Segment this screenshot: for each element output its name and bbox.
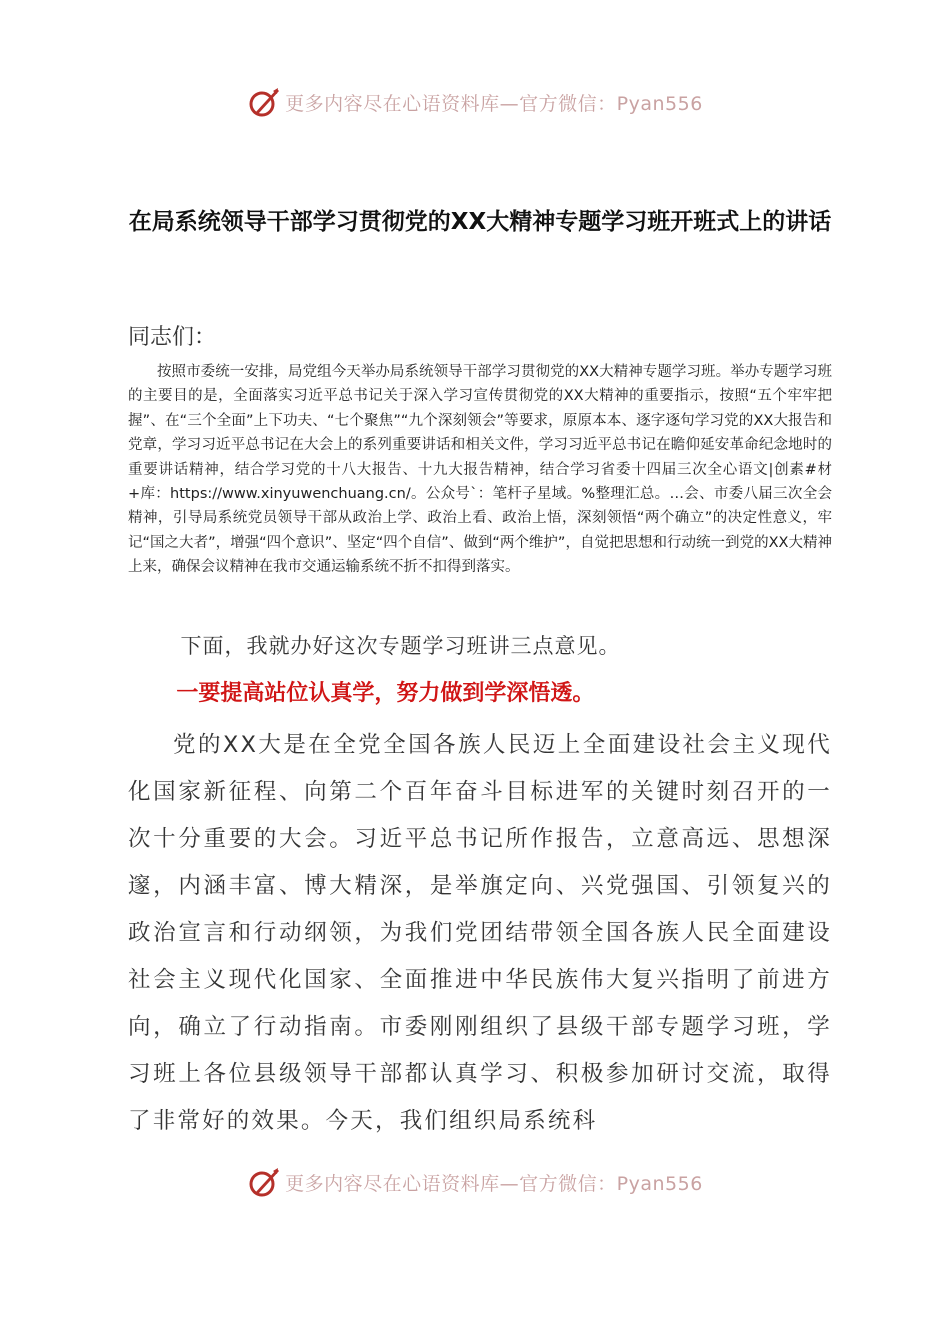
watermark-text: 更多内容尽在心语资料库—官方微信：Pyan556 (285, 1172, 703, 1195)
header-watermark-banner (0, 82, 950, 122)
salutation: 同志们： (128, 325, 217, 350)
intro-paragraph: 按照市委统一安排，局党组今天举办局系统领导干部学习贯彻党的XX大精神专题学习班。举办专题学习班的主要目的是，全面落实习近平总书记关于深入学习宣传贯彻党的XX大精神的重要指示，按照“五个牢牢把握”、在“三个全面”上下功夫、“七个聚焦”“九个深刻领会”等要求，原原本本、逐字逐句学习党的XX大报告和党章，学习习近平总书记在大会上的系列重要讲话和相关文件，学习习近平总书记在瞻仰延安革命纪念地时的重要讲话精神，结合学习党的十八大报告、十九大报告精神，结合学习省委十四届三次全心语文|创素#材+库：https://www.xinyuwenchuang.cn/。公众号`：笔杆子星域。%整理汇总。…会、市委八届三次全会精神，引导局系统党员领导干部从政治上学、政治上看、政治上悟，深刻领悟“两个确立”的决定性意义，牢记“国之大者”，增强“四个意识”、坚定“四个自信”、做到“两个维护”，自觉把思想和行动统一到党的XX大精神上来，确保会议精神在我市交通运输系统不折不扣得到落实。 (128, 364, 832, 576)
watermark-text: 更多内容尽在心语资料库—官方微信：Pyan556 (285, 92, 703, 115)
document-title: 在局系统领导干部学习贯彻党的XX大精神专题学习班开班式上的讲话 (128, 209, 832, 235)
lead-sentence: 下面，我就办好这次专题学习班讲三点意见。 (180, 634, 621, 658)
quill-pen-seal-icon (247, 85, 281, 119)
footer-watermark-banner (0, 1162, 950, 1202)
section-heading-1: 一要提高站位认真学，努力做到学深悟透。 (176, 681, 595, 706)
quill-pen-seal-icon (247, 1165, 281, 1199)
body-paragraph: 党的XX大是在全党全国各族人民迈上全面建设社会主义现代化国家新征程、向第二个百年奋斗目标进军的关键时刻召开的一次十分重要的大会。习近平总书记所作报告，立意高远、思想深邃，内涵丰富、博大精深，是举旗定向、兴党强国、引领复兴的政治宣言和行动纲领，为我们党团结带领全国各族人民全面建设社会主义现代化国家、全面推进中华民族伟大复兴指明了前进方向，确立了行动指南。市委刚刚组织了县级干部专题学习班，学习班上各位县级领导干部都认真学习、积极参加研讨交流，取得了非常好的效果。今天，我们组织局系统科 (128, 732, 832, 1134)
